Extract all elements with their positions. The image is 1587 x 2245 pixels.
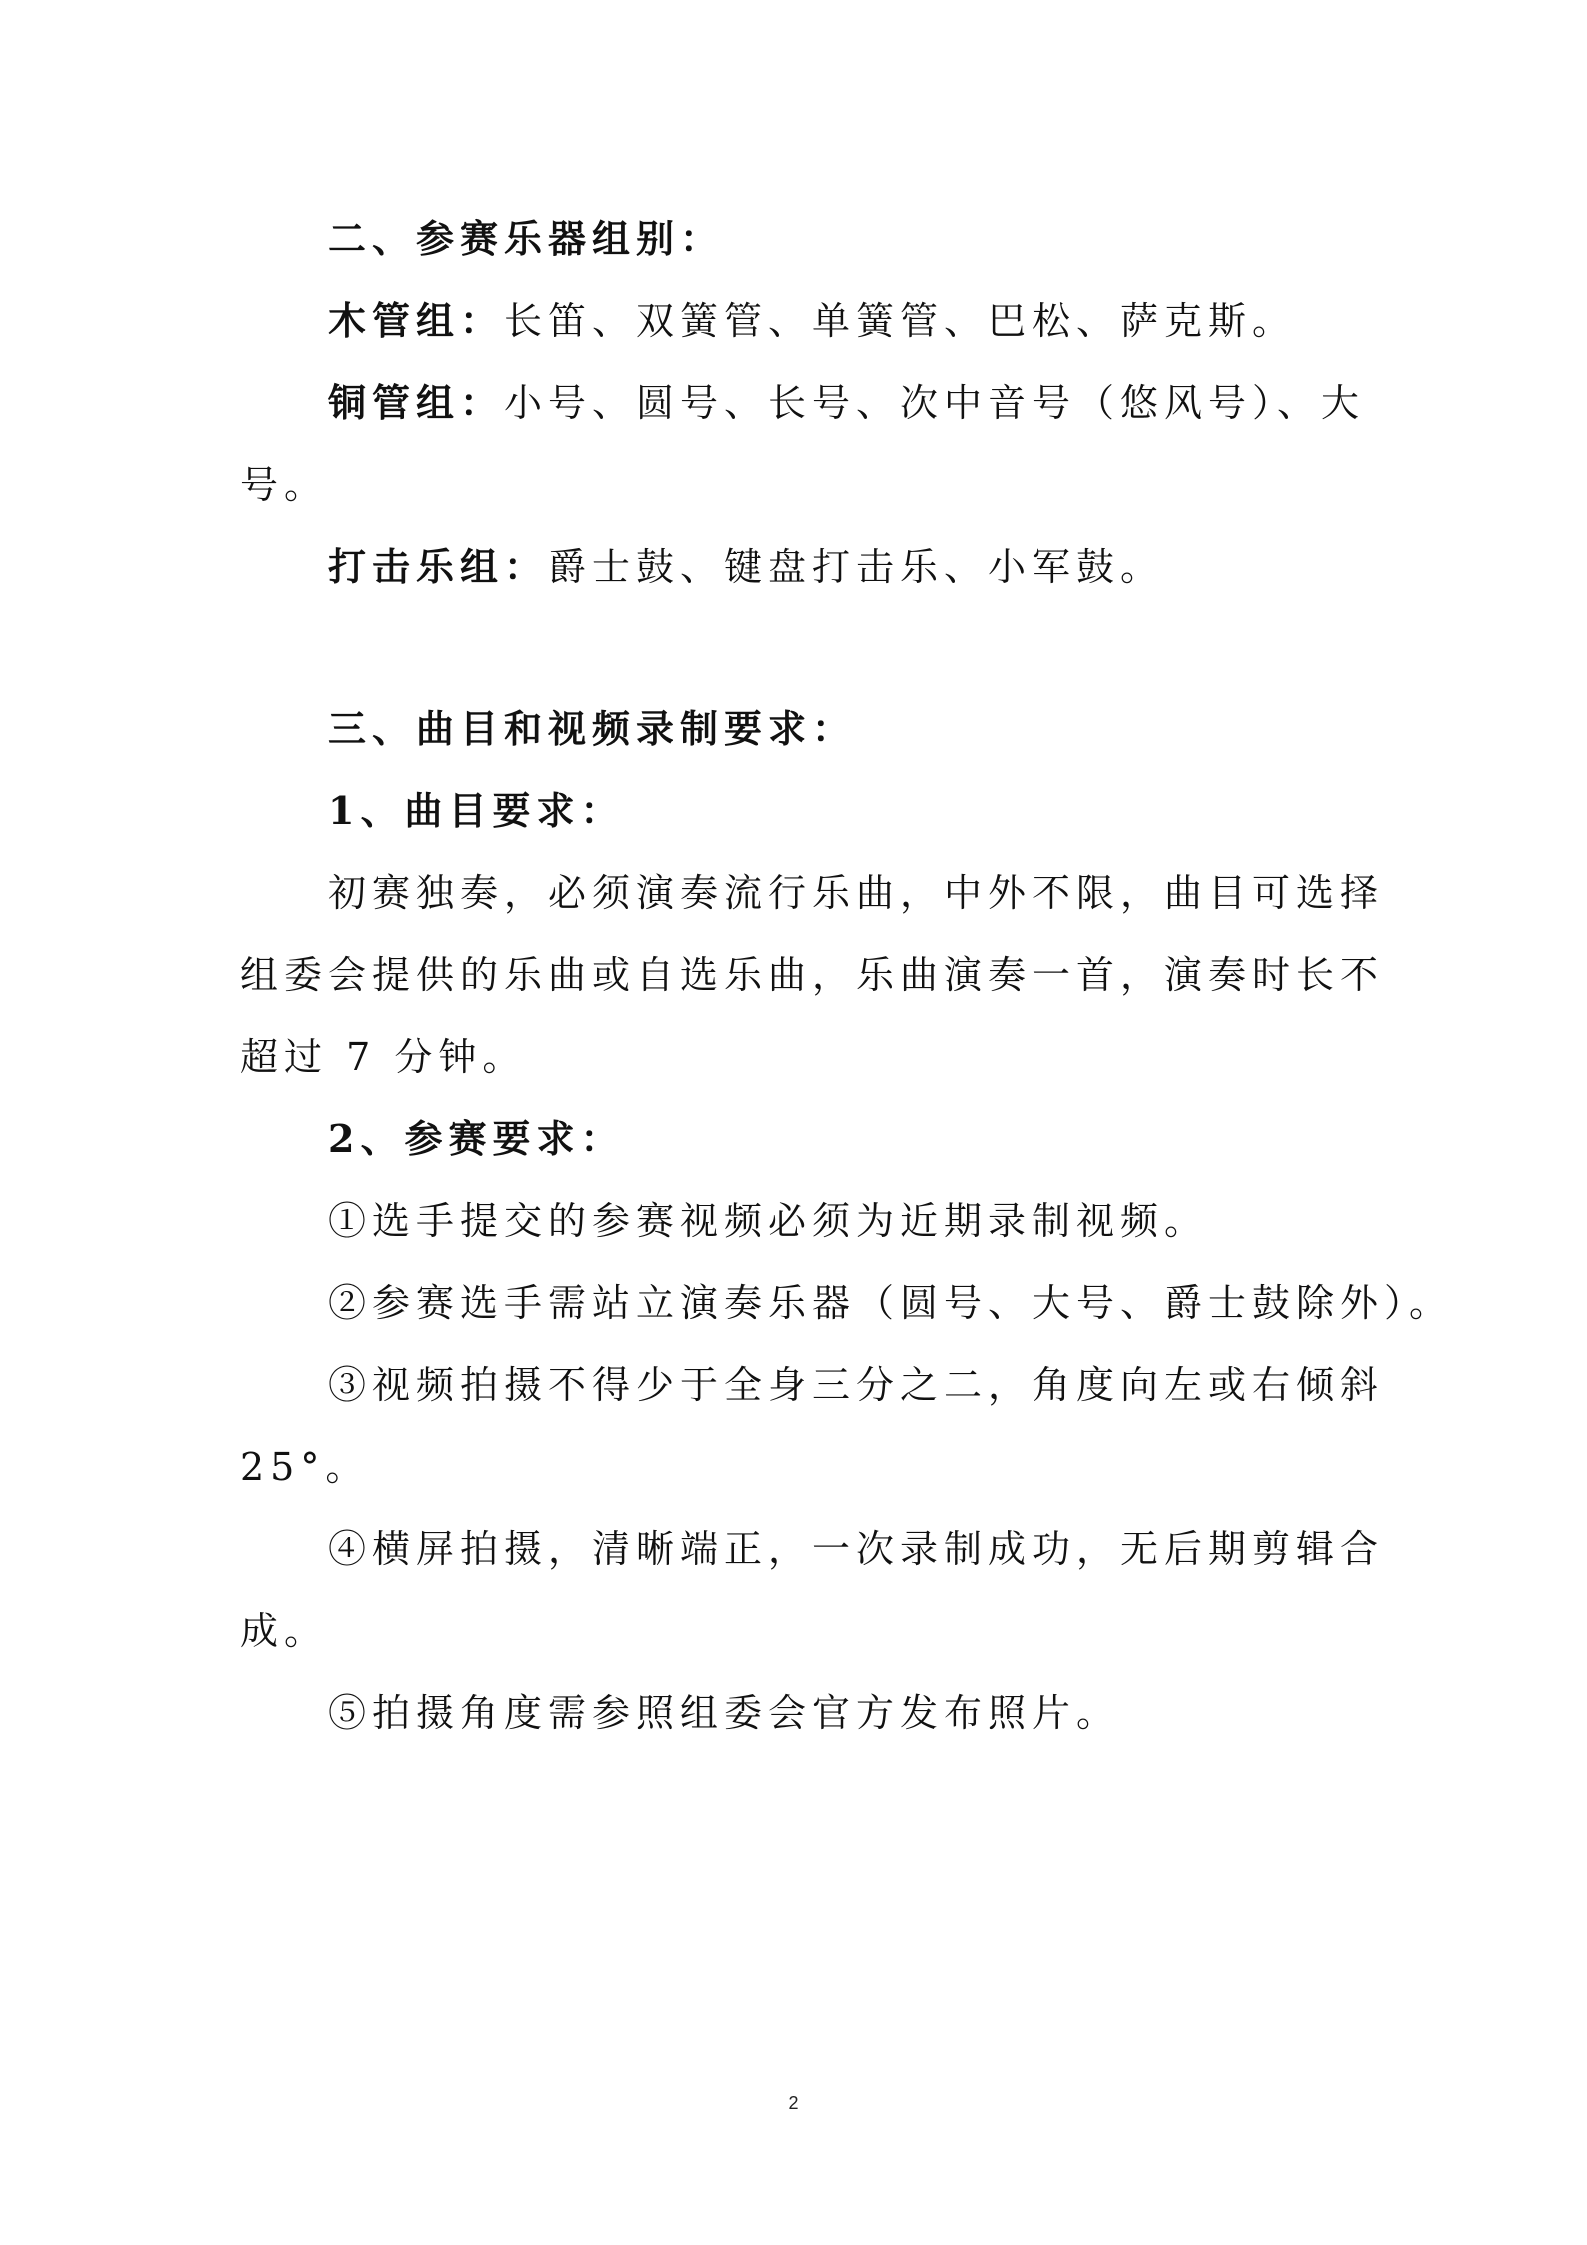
- woodwind-group-label: 木管组：: [328, 298, 505, 343]
- repertoire-requirements-heading: 1、曲目要求：: [328, 788, 625, 833]
- percussion-group-items: 爵士鼓、键盘打击乐、小军鼓。: [548, 545, 1165, 589]
- requirement-item-2: ②参赛选手需站立演奏乐器（圆号、大号、爵士鼓除外）。: [328, 1281, 1454, 1325]
- requirement-item-3-continued: 25°。: [240, 1445, 370, 1489]
- requirement-item-3: ③视频拍摄不得少于全身三分之二，角度向左或右倾斜: [328, 1363, 1385, 1407]
- percussion-group-label: 打击乐组：: [328, 544, 549, 589]
- woodwind-group-items: 长笛、双簧管、单簧管、巴松、萨克斯。: [504, 299, 1297, 343]
- brass-group-items: 小号、圆号、长号、次中音号（悠风号）、大: [504, 381, 1366, 425]
- requirement-item-1: ①选手提交的参赛视频必须为近期录制视频。: [328, 1199, 1209, 1243]
- woodwind-group-line: [240, 280, 1350, 362]
- requirement-item-5: ⑤拍摄角度需参照组委会官方发布照片。: [328, 1691, 1121, 1735]
- document-body: [240, 198, 1454, 1754]
- repertoire-paragraph-line-1: 初赛独奏，必须演奏流行乐曲，中外不限，曲目可选择: [328, 871, 1385, 915]
- repertoire-paragraph-line-3: 超过 7 分钟。: [240, 1035, 527, 1079]
- repertoire-paragraph-line-2: 组委会提供的乐曲或自选乐曲，乐曲演奏一首，演奏时长不: [240, 953, 1385, 997]
- section-3-heading: 三、曲目和视频录制要求：: [328, 706, 857, 751]
- brass-group-line: [240, 362, 1366, 444]
- section-2-heading: 二、参赛乐器组别：: [328, 216, 725, 261]
- page-number: 2: [788, 2093, 799, 2113]
- percussion-group-line: [240, 526, 1350, 608]
- participation-requirements-heading: 2、参赛要求：: [328, 1116, 625, 1161]
- requirement-item-4-continued: 成。: [240, 1609, 329, 1653]
- brass-group-label: 铜管组：: [328, 380, 505, 425]
- brass-group-items-continued: 号。: [240, 463, 329, 507]
- requirement-item-4: ④横屏拍摄，清晰端正，一次录制成功，无后期剪辑合: [328, 1527, 1385, 1571]
